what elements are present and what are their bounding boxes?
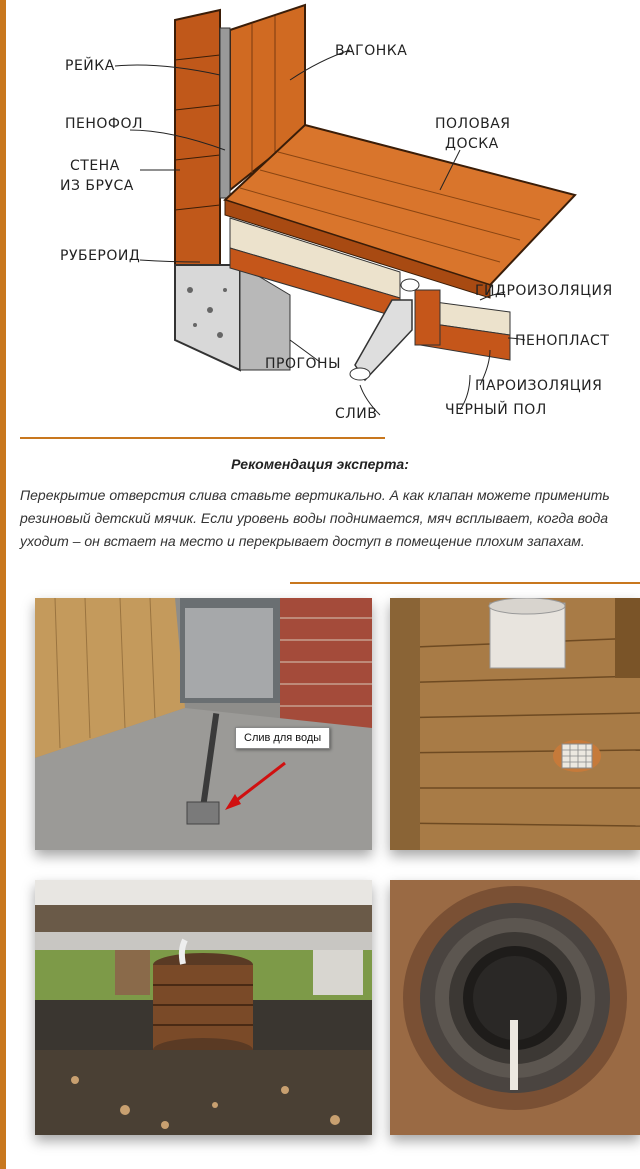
label-gidroizolyaciya: ГИДРОИЗОЛЯЦИЯ bbox=[475, 283, 613, 299]
photo-concrete-drain bbox=[35, 598, 372, 850]
expert-text: Перекрытие отверстия слива ставьте вертикально. А как клапан можете применить резиновый детский мячик. Если уровень воды поднимается, мяч всплывает, когда вода уходит – он встает на место и перекрывает доступ в помещение плохим запахам. bbox=[20, 487, 610, 549]
label-stena-line2: ИЗ БРУСА bbox=[60, 178, 134, 194]
label-stena-line1: СТЕНА bbox=[70, 158, 120, 174]
label-progony: ПРОГОНЫ bbox=[265, 356, 341, 372]
divider-top bbox=[20, 437, 385, 439]
diagram-drawing bbox=[20, 0, 620, 430]
divider-bottom bbox=[290, 582, 640, 584]
page-edge-stripe bbox=[0, 0, 6, 1169]
log-wall bbox=[175, 10, 220, 270]
label-vagonka: ВАГОНКА bbox=[335, 43, 408, 59]
label-ruberoid: РУБЕРОИД bbox=[60, 248, 141, 264]
drain-callout: Слив для воды bbox=[235, 727, 330, 749]
label-cherny-pol: ЧЕРНЫЙ ПОЛ bbox=[445, 402, 547, 418]
label-polovaya-line2: ДОСКА bbox=[445, 136, 499, 152]
label-paroizolyaciya: ПАРОИЗОЛЯЦИЯ bbox=[475, 378, 603, 394]
label-reika: РЕЙКА bbox=[65, 58, 115, 74]
label-penoplast: ПЕНОПЛАСТ bbox=[515, 333, 610, 349]
photo-wooden-floor-grate bbox=[390, 598, 640, 850]
label-polovaya-line1: ПОЛОВАЯ bbox=[435, 116, 511, 132]
label-sliv: СЛИВ bbox=[335, 406, 378, 422]
expert-title: Рекомендация эксперта: bbox=[231, 456, 409, 472]
photo-pit-from-above bbox=[390, 880, 640, 1135]
photo-pit-under-house bbox=[35, 880, 372, 1135]
label-penofol: ПЕНОФОЛ bbox=[65, 116, 144, 132]
floor-construction-diagram bbox=[20, 0, 620, 430]
